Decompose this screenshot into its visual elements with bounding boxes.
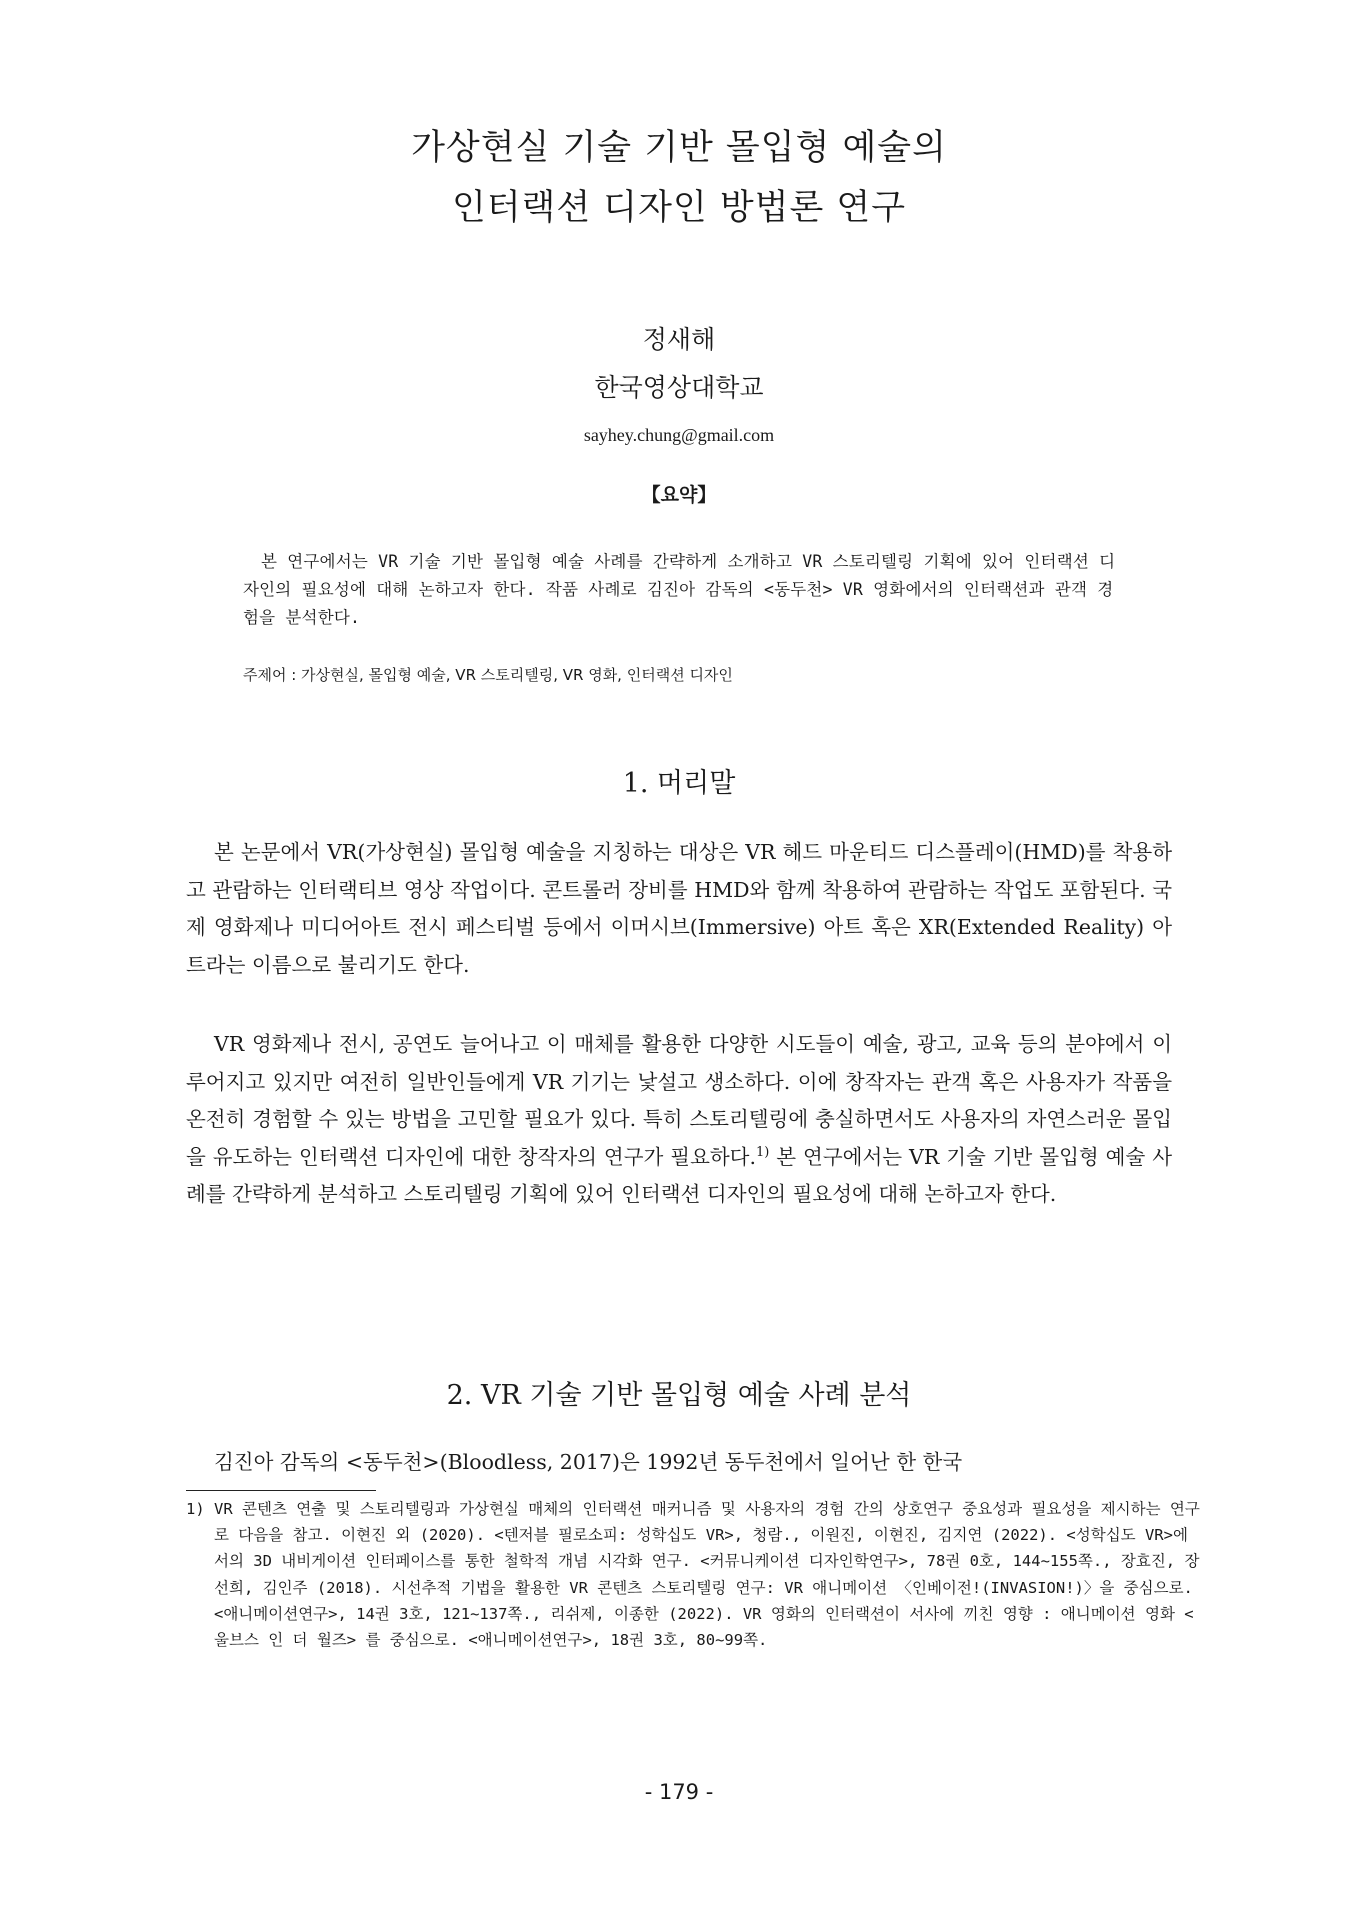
footnote-divider — [186, 1490, 376, 1491]
section-1-paragraph-2 — [186, 1026, 1172, 1214]
footnote-1 — [186, 1496, 1200, 1653]
abstract-text: 본 연구에서는 VR 기술 기반 몰입형 예술 사례를 간략하게 소개하고 VR 스토리텔링 기획에 있어 인터랙션 디자인의 필요성에 대해 논하고자 한다. 작품 사례로 김진아 감독의 <동두천> VR 영화에서의 인터랙션과 관객 경험을 분석한다. — [243, 552, 1116, 627]
title-line-2: 인터랙션 디자인 방법론 연구 — [451, 188, 907, 228]
page-number: - 179 - — [644, 1780, 714, 1804]
paper-title — [0, 118, 1358, 238]
section-2-title: 2. VR 기술 기반 몰입형 예술 사례 분석 — [446, 1380, 912, 1411]
section-2-paragraph-1: 김진아 감독의 <동두천>(Bloodless, 2017)은 1992년 동두천에서 일어난 한 한국 — [214, 1450, 963, 1474]
footnote-text: VR 콘텐츠 연출 및 스토리텔링과 가상현실 매체의 인터랙션 매커니즘 및 사용자의 경험 간의 상호연구 중요성과 필요성을 제시하는 연구로 다음을 참고. 이현진 외 (2020). <텐저블 필로소피: 성학십도 VR>, 청람., 이원진, 이현진, 김지연 (2022). <성학십도 VR>에서의 3D 내비게이션 인터페이스를 통한 철학적 개념 시각화 연구. <커뮤니케이션 디자인학연구>, 78권 0호, 144~155쪽., 장효진, 장선희, 김인주 (2018). 시선추적 기법을 활용한 VR 콘텐츠 스토리텔링 연구: VR 애니메이션 〈인베이전!(INVASION!)〉을 중심으로. <애니메이션연구>, 14권 3호, 121~137쪽., 리쉬제, 이종한 (2022). VR 영화의 인터랙션이 서사에 끼친 영향 : 애니메이션 영화 <울브스 인 더 월즈> 를 중심으로. <애니메이션연구>, 18권 3호, 80~99쪽. — [214, 1500, 1200, 1650]
author-affiliation: 한국영상대학교 — [594, 373, 764, 402]
footnote-mark: 1) — [186, 1500, 205, 1518]
author-email: sayhey.chung@gmail.com — [583, 425, 775, 445]
keywords: 주제어 : 가상현실, 몰입형 예술, VR 스토리텔링, VR 영화, 인터랙션 디자인 — [243, 666, 733, 684]
footnote-reference: 1) — [756, 1144, 770, 1160]
abstract-heading: 【요약】 — [641, 484, 717, 506]
paragraph-2-text-a: VR 영화제나 전시, 공연도 늘어나고 이 매체를 활용한 다양한 시도들이 예술, 광고, 교육 등의 분야에서 이루어지고 있지만 여전히 일반인들에게 VR 기기는 낯설고 생소하다. 이에 창작자는 관객 혹은 사용자가 작품을 온전히 경험할 수 있는 방법을 고민할 필요가 있다. 특히 스토리텔링에 충실하면서도 사용자의 자연스러운 몰입을 유도하는 인터랙션 디자인에 대한 창작자의 연구가 필요하다. — [186, 1032, 1172, 1169]
author-name: 정새해 — [642, 325, 716, 354]
paragraph-2-text-b: 본 연구에서는 VR 기술 기반 몰입형 예술 사례를 간략하게 분석하고 스토리텔링 기획에 있어 인터랙션 디자인의 필요성에 대해 논하고자 한다. — [186, 1144, 1173, 1207]
title-line-1: 가상현실 기술 기반 몰입형 예술의 — [411, 128, 947, 168]
section-1-paragraph-1: 본 논문에서 VR(가상현실) 몰입형 예술을 지칭하는 대상은 VR 헤드 마운티드 디스플레이(HMD)를 착용하고 관람하는 인터랙티브 영상 작업이다. 콘트롤러 장비를 HMD와 함께 착용하여 관람하는 작업도 포함된다. 국제 영화제나 미디어아트 전시 페스티벌 등에서 이머시브(Immersive) 아트 혹은 XR(Extended Reality) 아트라는 이름으로 불리기도 한다. — [186, 840, 1172, 977]
section-1-title: 1. 머리말 — [622, 768, 736, 799]
